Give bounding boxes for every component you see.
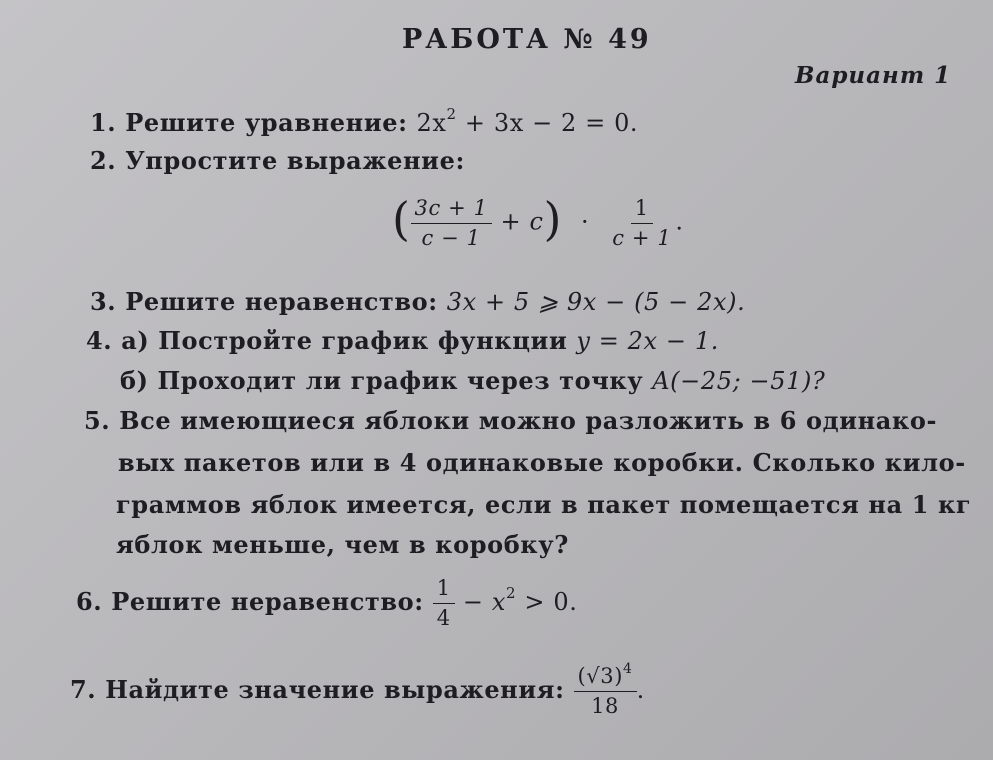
task-7-end: . [636,676,645,704]
task-6-fraction [433,578,455,629]
fraction-2-denominator: c + 1 [612,225,672,250]
task-4b-point: A(−25; −51)? [652,367,826,395]
task-6-denominator: 4 [436,606,451,630]
task-7-numerator [574,661,637,692]
task-6-number: 6. [76,587,103,616]
task-2-end: . [675,207,684,236]
task-1-exponent: 2 [446,105,457,123]
task-5-line-4: яблок меньше, чем в коробку? [116,530,569,559]
task-1-number: 1. [90,108,117,137]
task-7-fraction [574,661,637,718]
task-5-line-2: вых пакетов или в 4 одинаковые коробки. Сколько кило- [118,448,966,477]
task-6-text: Решите неравенство: [111,587,424,616]
fraction-2-numerator: 1 [631,198,653,224]
task-5-line-3: граммов яблок имеется, если в пакет помещается на 1 кг [116,490,972,519]
task-3-inequality: 3x + 5 ⩾ 9x − (5 − 2x). [446,288,746,316]
task-4a [86,326,719,355]
page-title: РАБОТА № 49 [402,24,652,55]
task-6-term: − x [454,588,506,616]
task-7-exponent: 4 [623,661,633,677]
task-6-rest: > 0. [516,588,578,616]
task-5-number: 5. [84,406,111,435]
task-2-text: Упростите выражение: [125,146,465,175]
task-1-rest: + 3x − 2 = 0. [456,109,639,137]
task-5-text-1: Все имеющиеся яблоки можно разложить в 6 одинако- [119,406,938,435]
multiply-dot: · [581,207,590,236]
task-6-exponent: 2 [506,584,517,602]
task-7-text: Найдите значение выражения: [105,675,565,704]
sqrt-3: (√3) [577,664,624,688]
fraction-1-denominator: c − 1 [421,225,481,250]
task-7-denominator: 18 [591,694,619,718]
plus-c: + c [500,207,544,236]
task-1-equation [416,105,639,137]
task-3 [90,287,745,316]
task-2-number: 2. [90,146,117,175]
task-4b [120,366,825,395]
task-6-numerator: 1 [433,578,455,604]
task-4-number: 4. [86,326,113,355]
task-4b-text: б) Проходит ли график через точку [120,366,644,395]
task-3-number: 3. [90,287,117,316]
task-5-line-1 [84,406,937,435]
task-2 [90,146,465,175]
fraction-1 [411,195,492,250]
left-paren: ( [392,192,411,246]
task-1-text: Решите уравнение: [125,108,408,137]
task-1-term: 2x [416,109,447,137]
task-1 [90,105,639,137]
task-7-number: 7. [70,675,97,704]
task-7 [70,661,645,718]
task-4a-function: y = 2x − 1. [576,327,719,355]
task-6 [76,578,577,629]
task-2-expression [392,192,684,250]
right-paren: ) [543,192,563,246]
task-3-text: Решите неравенство: [125,287,438,316]
task-4a-text: а) Постройте график функции [121,326,568,355]
variant-label: Вариант 1 [795,62,952,89]
fraction-1-numerator: 3c + 1 [411,198,492,224]
fraction-2 [608,195,675,250]
